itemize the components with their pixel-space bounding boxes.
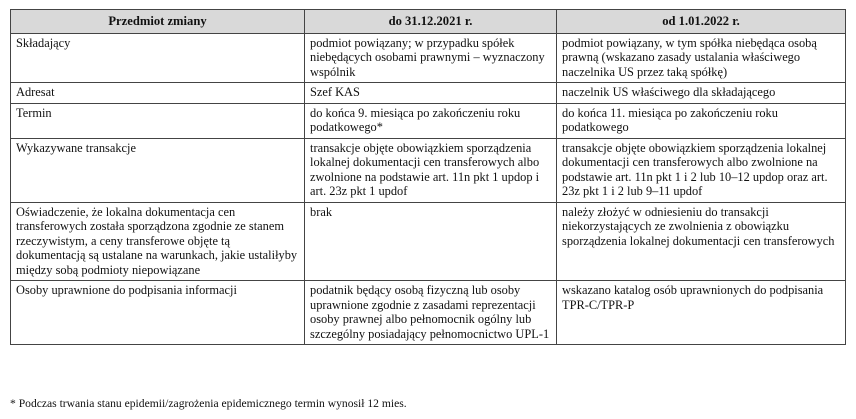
cell-after: transakcje objęte obowiązkiem sporządzenia lokalnej dokumentacji cen transferowych albo zwolnione na podstawie art. 11n pkt 1 i 2 lub 10–12 updop oraz art. 23z pkt 1 i 2 lub 9–11 updof xyxy=(557,138,846,202)
cell-before: podmiot powiązany; w przypadku spółek niebędących osobami prawnymi – wyznaczony wspólnik xyxy=(305,33,557,83)
cell-subject: Składający xyxy=(11,33,305,83)
cell-after: należy złożyć w odniesieniu do transakcji niekorzystających ze zwolnienia z obowiązku sporządzenia lokalnej dokumentacji cen transferowych xyxy=(557,202,846,281)
cell-before: brak xyxy=(305,202,557,281)
table-row xyxy=(11,103,846,138)
cell-before: do końca 9. miesiąca po zakończeniu roku podatkowego* xyxy=(305,103,557,138)
cell-before: Szef KAS xyxy=(305,83,557,104)
header-before: do 31.12.2021 r. xyxy=(305,10,557,34)
cell-after: podmiot powiązany, w tym spółka niebędąca osobą prawną (wskazano zasady ustalania właściwego naczelnika US przez taką spółkę) xyxy=(557,33,846,83)
cell-subject: Wykazywane transakcje xyxy=(11,138,305,202)
table-row xyxy=(11,202,846,281)
cell-after: do końca 11. miesiąca po zakończeniu roku podatkowego xyxy=(557,103,846,138)
header-row xyxy=(11,10,846,34)
cell-subject: Adresat xyxy=(11,83,305,104)
table-row xyxy=(11,33,846,83)
cell-before: podatnik będący osobą fizyczną lub osoby uprawnione zgodnie z zasadami reprezentacji osoby prawnej albo pełnomocnik ogólny lub szczególny posiadający pełnomocnictwo UPL-1 xyxy=(305,281,557,345)
footnote: * Podczas trwania stanu epidemii/zagrożenia epidemicznego termin wynosił 12 mies. xyxy=(10,397,407,410)
cell-subject: Termin xyxy=(11,103,305,138)
table-row xyxy=(11,83,846,104)
cell-subject: Oświadczenie, że lokalna dokumentacja cen transferowych została sporządzona zgodnie ze stanem rzeczywistym, a ceny transferowe objęte tą dokumentacją są ustalane na warunkach, jakie ustaliłyby między sobą podmioty niepowiązane xyxy=(11,202,305,281)
table-row xyxy=(11,281,846,345)
cell-before: transakcje objęte obowiązkiem sporządzenia lokalnej dokumentacji cen transferowych albo zwolnione na podstawie art. 11n pkt 1 updop i art. 23z pkt 1 updof xyxy=(305,138,557,202)
header-subject: Przedmiot zmiany xyxy=(11,10,305,34)
cell-after: wskazano katalog osób uprawnionych do podpisania TPR-C/TPR-P xyxy=(557,281,846,345)
cell-after: naczelnik US właściwego dla składającego xyxy=(557,83,846,104)
cell-subject: Osoby uprawnione do podpisania informacji xyxy=(11,281,305,345)
header-after: od 1.01.2022 r. xyxy=(557,10,846,34)
comparison-table xyxy=(10,9,846,345)
table-row xyxy=(11,138,846,202)
